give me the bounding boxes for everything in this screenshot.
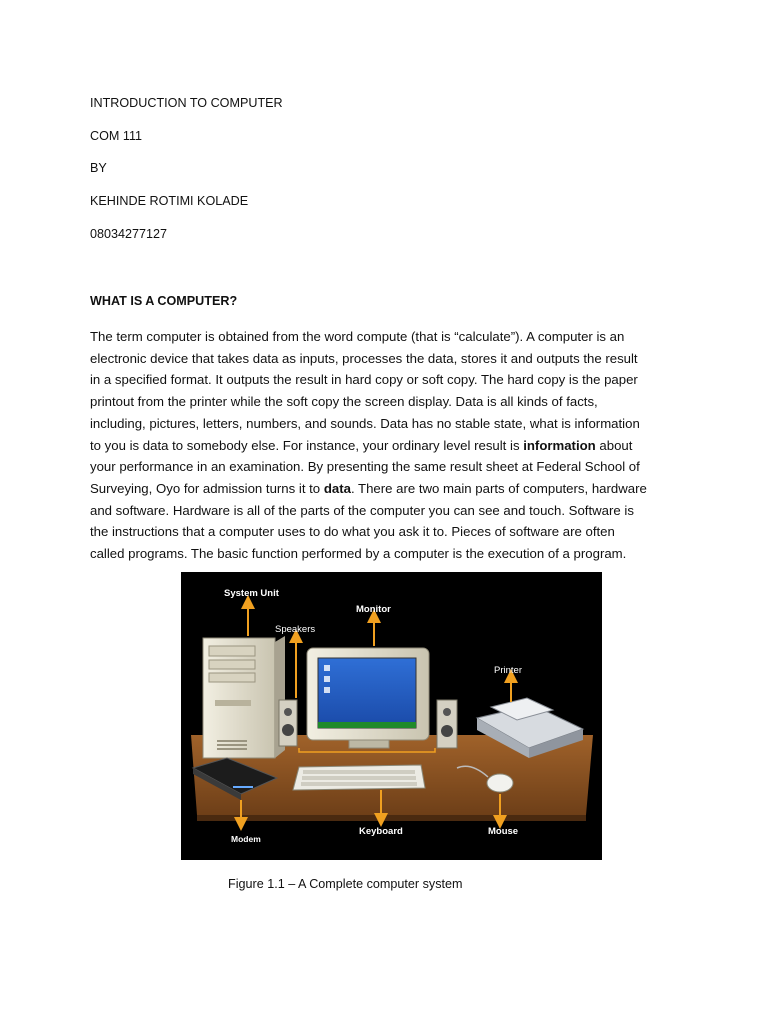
monitor-shape bbox=[307, 648, 429, 748]
figure-caption: Figure 1.1 – A Complete computer system bbox=[228, 877, 463, 891]
computer-system-figure bbox=[181, 572, 602, 860]
author-name: KEHINDE ROTIMI KOLADE bbox=[90, 194, 249, 208]
bold-term-data: data bbox=[323, 480, 351, 496]
keyboard-shape bbox=[293, 765, 425, 790]
text-run: about bbox=[595, 437, 633, 453]
paragraph-line bbox=[90, 348, 690, 370]
paragraph-line bbox=[90, 521, 690, 543]
paragraph-line bbox=[90, 391, 690, 413]
text-run: and software. Hardware is all of the parts of the computer you can see and touch. Software is bbox=[90, 502, 634, 518]
paragraph-line bbox=[90, 500, 690, 522]
label-printer: Printer bbox=[494, 665, 522, 676]
text-run: printout from the printer while the soft copy the screen display. Data is all kinds of facts, bbox=[90, 394, 598, 410]
text-run: in a specified format. It outputs the result in hard copy or soft copy. The hard copy is the paper bbox=[90, 372, 638, 388]
body-paragraph bbox=[90, 326, 690, 565]
text-run: . There are two main parts of computers, hardware bbox=[350, 480, 647, 496]
label-keyboard: Keyboard bbox=[359, 826, 403, 837]
course-code: COM 111 bbox=[90, 129, 143, 143]
speaker-left-shape bbox=[279, 700, 297, 746]
system-unit-shape bbox=[203, 636, 285, 758]
label-mouse: Mouse bbox=[488, 826, 519, 837]
document-title: INTRODUCTION TO COMPUTER bbox=[90, 96, 283, 110]
paragraph-line bbox=[90, 435, 690, 457]
paragraph-line bbox=[90, 543, 690, 565]
bold-term-information: information bbox=[523, 437, 596, 453]
label-monitor: Monitor bbox=[356, 604, 391, 615]
paragraph-line bbox=[90, 369, 690, 391]
phone-number: 08034277127 bbox=[90, 227, 168, 241]
speaker-right-shape bbox=[437, 700, 457, 748]
paragraph-line bbox=[90, 456, 690, 478]
by-line: BY bbox=[90, 161, 107, 175]
label-speakers: Speakers bbox=[275, 624, 316, 635]
paragraph-line bbox=[90, 326, 690, 348]
text-run: Surveying, Oyo for admission turns it to bbox=[90, 480, 324, 496]
text-run: the instructions that a computer uses to do what you ask it to. Pieces of software are often bbox=[90, 524, 615, 540]
text-run: including, pictures, letters, numbers, and sounds. Data has no stable state, what is information bbox=[90, 415, 640, 431]
label-system-unit: System Unit bbox=[224, 588, 279, 599]
label-modem: Modem bbox=[231, 834, 261, 844]
text-run: to you is data to somebody else. For instance, your ordinary level result is bbox=[90, 437, 524, 453]
text-run: electronic device that takes data as inputs, processes the data, stores it and outputs the result bbox=[90, 350, 638, 366]
text-run: your performance in an examination. By presenting the same result sheet at Federal School of bbox=[90, 459, 640, 475]
text-run: The term computer is obtained from the word compute (that is “calculate”). A computer is an bbox=[90, 329, 625, 344]
paragraph-line bbox=[90, 478, 690, 500]
paragraph-line bbox=[90, 413, 690, 435]
section-heading: WHAT IS A COMPUTER? bbox=[90, 294, 238, 308]
computer-system-illustration bbox=[181, 572, 602, 860]
text-run: called programs. The basic function performed by a computer is the execution of a program. bbox=[90, 546, 627, 562]
